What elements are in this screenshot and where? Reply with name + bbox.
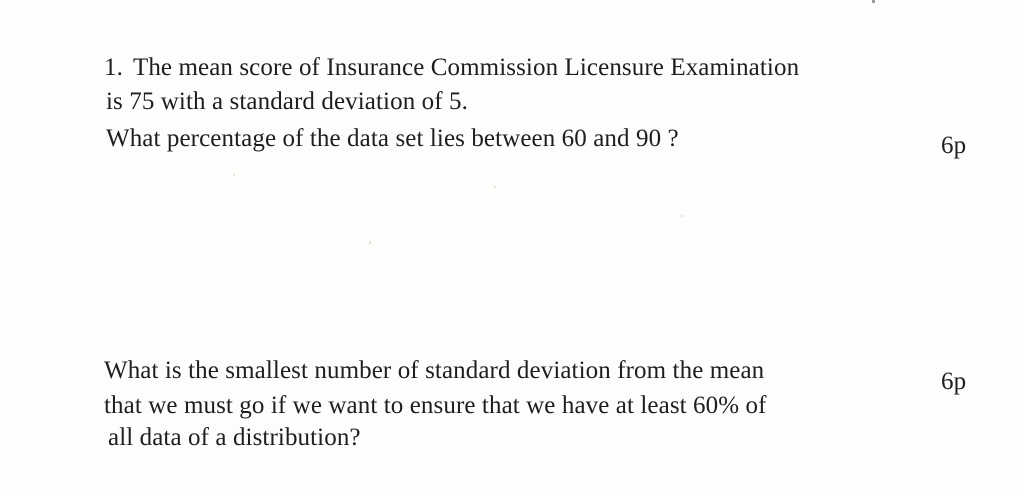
question-2-line-1: What is the smallest number of standard deviation from the mean (104, 357, 765, 384)
scan-speck (233, 174, 235, 176)
question-2-points: 6p (941, 368, 967, 395)
scan-speck (681, 215, 683, 217)
question-2-line-2: that we must go if we want to ensure that we have at least 60% of (104, 392, 767, 419)
question-2-line-3: all data of a distribution? (108, 424, 361, 451)
scan-speck (369, 241, 371, 244)
question-1-text-line-1: The mean score of Insurance Commission Licensure Examination (132, 54, 800, 81)
scan-mark (872, 0, 875, 3)
question-1-number: 1. (104, 54, 123, 81)
question-1-line-2: is 75 with a standard deviation of 5. (106, 88, 468, 115)
scan-speck (494, 186, 496, 188)
question-1-points: 6p (941, 132, 967, 159)
question-1-line-1 (104, 53, 799, 83)
question-1-line-3: What percentage of the data set lies between 60 and 90 ? (106, 125, 679, 152)
